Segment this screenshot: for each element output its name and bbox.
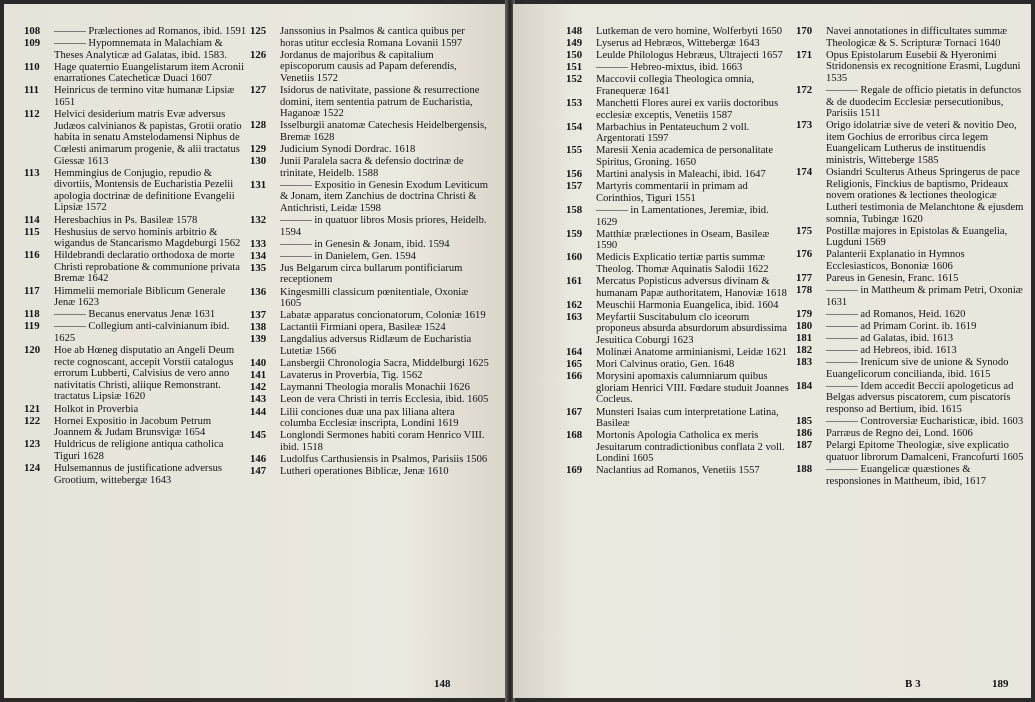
entry-text: Postillæ majores in Epistolas & Euangelia, Lugduni 1569 <box>826 225 1008 249</box>
entry-text: Marbachius in Pentateuchum 2 voll. Argentorati 1597 <box>596 121 750 145</box>
entry-number: 178 <box>796 284 813 297</box>
entry-text: Hemmingius de Conjugio, repudio & divortiis, Montensis de Eucharistia Pezelii apologia doctrinæ de definitione Evangelii Lipsiæ 1572 <box>54 167 235 214</box>
entry-number: 109 <box>24 37 41 50</box>
entry-number: 182 <box>796 344 813 357</box>
catalogue-entry <box>566 38 791 50</box>
catalogue-entry <box>566 98 791 121</box>
entry-text: Jus Belgarum circa bullarum pontificiarum receptionem <box>280 262 463 286</box>
entry-text: Himmelii memoriale Biblicum Generale Jenæ 1623 <box>54 285 226 309</box>
catalogue-entry <box>250 263 490 286</box>
catalogue-entry <box>24 345 249 403</box>
catalogue-entry <box>796 357 1024 380</box>
entry-number: 163 <box>566 310 583 323</box>
entry-text: Maresii Xenia academica de personalitate Spiritus, Groning. 1650 <box>596 145 774 169</box>
entry-text: Palanterii Explanatio in Hymnos Ecclesiasticos, Bononiæ 1606 <box>826 249 965 272</box>
catalogue-entry <box>796 26 1024 49</box>
catalogue-entry <box>24 62 249 85</box>
catalogue-entry <box>250 251 490 263</box>
entry-number: 150 <box>566 49 583 62</box>
catalogue-entry <box>566 347 791 359</box>
catalogue-entry <box>250 430 490 453</box>
catalogue-entry <box>796 321 1024 333</box>
entry-number: 144 <box>250 405 267 418</box>
entry-number: 120 <box>24 344 41 357</box>
catalogue-entry <box>796 226 1024 249</box>
entry-number: 179 <box>796 307 813 320</box>
entry-number: 185 <box>796 415 813 428</box>
entry-text: Hildebrandi declaratio orthodoxa de morte Christi reprobatione & communione privata Bremæ 1642 <box>54 250 240 285</box>
entry-number: 111 <box>24 84 40 97</box>
entry-text: Lilii conciones duæ una pax liliana altera columba Ecclesiæ inscripta, Londini 1619 <box>280 406 459 430</box>
entry-text: Isselburgii anatomæ Catechesis Heidelbergensis, Bremæ 1628 <box>280 120 487 143</box>
catalogue-entry <box>796 333 1024 345</box>
entry-number: 140 <box>250 357 267 370</box>
catalogue-entry <box>250 239 490 251</box>
catalogue-entry <box>250 466 490 478</box>
entry-text: Laymanni Theologia moralis Monachii 1626 <box>280 382 470 394</box>
catalogue-entry <box>796 309 1024 321</box>
catalogue-entry <box>566 74 791 97</box>
catalogue-entry <box>566 300 791 312</box>
entry-number: 121 <box>24 402 41 415</box>
catalogue-entry <box>24 215 249 227</box>
entry-number: 176 <box>796 248 813 261</box>
entry-text: Janssonius in Psalmos & cantica quibus per horas utitur ecclesia Romana Lovanii 1597 <box>280 26 465 49</box>
entry-number: 152 <box>566 73 583 86</box>
right-column-2 <box>796 26 1024 488</box>
catalogue-entry <box>566 312 791 347</box>
entry-number: 139 <box>250 333 267 346</box>
entry-text: ——— ad Primam Corint. ib. 1619 <box>826 320 977 332</box>
catalogue-entry <box>566 169 791 181</box>
signature-mark: B 3 <box>905 678 921 690</box>
entry-number: 119 <box>24 320 40 333</box>
catalogue-entry <box>566 205 791 228</box>
left-page <box>4 4 507 698</box>
entry-text: ——— Hypomnemata in Malachiam & Theses Analyticæ ad Galatas, ibid. 1583. <box>54 38 227 61</box>
entry-number: 168 <box>566 429 583 442</box>
catalogue-entry <box>24 227 249 250</box>
entry-number: 133 <box>250 237 267 250</box>
catalogue-entry <box>24 85 249 108</box>
catalogue-entry <box>250 85 490 120</box>
catalogue-entry <box>250 50 490 85</box>
entry-number: 148 <box>566 25 583 37</box>
catalogue-entry <box>24 463 249 486</box>
entry-number: 153 <box>566 97 583 110</box>
entry-text: Mortonis Apologia Catholica ex meris Jesuitarum contradictionibus conflata 2 voll. Londini 1605 <box>596 430 785 465</box>
entry-text: Munsteri Isaias cum interpretatione Latina, Basileæ <box>596 406 779 430</box>
entry-text: Lutheri operationes Biblicæ, Jenæ 1610 <box>280 465 449 477</box>
catalogue-entry <box>796 381 1024 416</box>
left-column-1 <box>24 26 249 487</box>
entry-text: Osiandri Sculterus Atheus Springerus de pace Religionis, Finckius de baptismo, Prideaux novem orationes & lectiones theologicæ Lutheri testimonia de Melanchtone & ejusdem somnia, Tubingæ 1620 <box>826 167 1024 225</box>
entry-text: Lyserus ad Hebræos, Wittebergæ 1643 <box>596 38 760 50</box>
entry-text: Molinæi Anatome arminianismi, Leidæ 1621 <box>596 347 787 359</box>
entry-number: 123 <box>24 438 41 451</box>
entry-text: Matthiæ prælectiones in Oseam, Basileæ 1590 <box>596 228 770 252</box>
entry-number: 126 <box>250 48 267 61</box>
entry-number: 161 <box>566 274 583 287</box>
entry-number: 186 <box>796 427 813 440</box>
catalogue-entry <box>250 287 490 310</box>
entry-number: 174 <box>796 166 813 179</box>
entry-text: Mercatus Popisticus adversus divinam & humanam Papæ authoritatem, Hanoviæ 1618 <box>596 275 787 299</box>
catalogue-entry <box>566 252 791 275</box>
entry-number: 125 <box>250 25 267 37</box>
entry-text: ——— Collegium anti-calvinianum ibid. 1625 <box>54 321 230 344</box>
entry-number: 166 <box>566 370 583 383</box>
catchword: 148 <box>434 678 451 690</box>
catalogue-entry <box>566 62 791 74</box>
catalogue-entry <box>566 145 791 168</box>
catalogue-entry <box>24 416 249 439</box>
entry-text: Longlondi Sermones habiti coram Henrico VIII. ibid. 1518 <box>280 430 485 453</box>
entry-number: 132 <box>250 214 267 226</box>
entry-number: 137 <box>250 309 267 322</box>
catalogue-entry <box>250 180 490 215</box>
entry-text: Helvici desiderium matris Evæ adversus Judæos calvinianos & papistas, Grotii oratio habita in senatu Amstelodamensi Niphus de Cœlesti animarum progenie, & alii tractatus Giessæ 1613 <box>54 109 242 167</box>
catalogue-entry <box>24 439 249 462</box>
catalogue-entry <box>250 322 490 334</box>
left-column-2 <box>250 26 490 478</box>
entry-text: Langdalius adversus Ridlæum de Eucharistia Lutetiæ 1566 <box>280 334 472 358</box>
entry-text: Meuschii Harmonia Euangelica, ibid. 1604 <box>596 299 779 311</box>
entry-number: 115 <box>24 225 40 238</box>
entry-number: 136 <box>250 285 267 298</box>
catalogue-entry <box>566 26 791 38</box>
catalogue-entry <box>24 309 249 321</box>
entry-number: 142 <box>250 381 267 394</box>
catalogue-entry <box>796 50 1024 85</box>
catalogue-entry <box>250 310 490 322</box>
catalogue-entry <box>250 215 490 238</box>
entry-text: Judicium Synodi Dordrac. 1618 <box>280 143 416 155</box>
entry-number: 116 <box>24 249 40 262</box>
entry-number: 143 <box>250 393 267 406</box>
entry-text: Hoe ab Hœneg disputatio an Angeli Deum recte cognoscant, accepit Vorstii catalogus errorum Lubberti, Calvisius de vero anno nativitatis Christi, aliique Remonstrant. tractatus Lipsiæ 1620 <box>54 345 235 403</box>
entry-number: 172 <box>796 83 813 96</box>
entry-text: Lactantii Firmiani opera, Basileæ 1524 <box>280 322 446 334</box>
catalogue-entry <box>796 273 1024 285</box>
entry-text: Lavaterus in Proverbia, Tig. 1562 <box>280 370 423 382</box>
entry-number: 114 <box>24 213 40 226</box>
entry-number: 146 <box>250 452 267 465</box>
entry-number: 129 <box>250 142 267 155</box>
entry-text: ——— Prælectiones ad Romanos, ibid. 1591 <box>54 26 247 37</box>
entry-number: 162 <box>566 298 583 311</box>
catalogue-entry <box>24 404 249 416</box>
entry-text: ——— Becanus enervatus Jenæ 1631 <box>54 309 216 321</box>
entry-number: 124 <box>24 461 41 474</box>
entry-number: 164 <box>566 346 583 359</box>
catalogue-entry <box>566 430 791 465</box>
catalogue-entry <box>24 109 249 167</box>
entry-number: 151 <box>566 61 583 74</box>
entry-text: Leulde Philologus Hebræus, Ultrajecti 1657 <box>596 50 783 62</box>
catalogue-entry <box>250 454 490 466</box>
catalogue-entry <box>566 229 791 252</box>
catalogue-entry <box>566 50 791 62</box>
catalogue-entry <box>250 394 490 406</box>
entry-text: Martini analysis in Maleachi, ibid. 1647 <box>596 169 766 181</box>
entry-text: Pareus in Genesin, Franc. 1615 <box>826 272 959 284</box>
catalogue-entry <box>250 120 490 143</box>
entry-number: 147 <box>250 464 267 477</box>
entry-number: 159 <box>566 227 583 240</box>
catalogue-entry <box>250 144 490 156</box>
entry-number: 155 <box>566 144 583 157</box>
entry-number: 110 <box>24 60 40 73</box>
catalogue-entry <box>566 359 791 371</box>
catalogue-entry <box>24 26 249 38</box>
entry-number: 188 <box>796 462 813 475</box>
entry-number: 158 <box>566 203 583 216</box>
entry-number: 170 <box>796 25 813 37</box>
entry-number: 138 <box>250 321 267 334</box>
entry-text: Pelargi Epitome Theologiæ, sive explicatio quatuor librorum Damalceni, Francofurti 1605 <box>826 440 1024 463</box>
catalogue-entry <box>250 370 490 382</box>
catalogue-entry <box>796 416 1024 428</box>
catalogue-entry <box>796 167 1024 225</box>
entry-text: Heresbachius in Ps. Basileæ 1578 <box>54 214 198 226</box>
catalogue-entry <box>566 122 791 145</box>
entry-text: ——— Controversiæ Eucharisticæ, ibid. 1603 <box>826 416 1024 428</box>
entry-text: Jordanus de majoribus & capitalium episcoporum causis ad Papam deferendis, Venetiis 1572 <box>280 49 457 84</box>
entry-number: 171 <box>796 48 813 61</box>
entry-number: 145 <box>250 429 267 442</box>
entry-text: ——— in Mattheum & primam Petri, Oxoniæ 1631 <box>826 285 1023 308</box>
catalogue-entry <box>250 407 490 430</box>
entry-number: 149 <box>566 37 583 50</box>
entry-text: ——— ad Romanos, Heid. 1620 <box>826 308 966 320</box>
catalogue-entry <box>250 26 490 49</box>
entry-text: Parræus de Regno dei, Lond. 1606 <box>826 428 973 440</box>
entry-text: Hage quaternio Euangelistarum item Acronii enarrationes Catecheticæ Duaci 1607 <box>54 61 245 85</box>
entry-text: Naclantius ad Romanos, Venetiis 1557 <box>596 465 760 477</box>
entry-number: 130 <box>250 155 267 168</box>
entry-text: ——— Expositio in Genesin Exodum Leviticum & Jonam, item Zanchius de doctrina Christi & Antichristi, Leidæ 1598 <box>280 179 489 214</box>
page-number: 189 <box>992 678 1009 690</box>
entry-number: 167 <box>566 405 583 418</box>
catalogue-entry <box>796 428 1024 440</box>
entry-text: Junii Paralela sacra & defensio doctrinæ de trinitate, Heidelb. 1588 <box>280 156 464 179</box>
entry-number: 117 <box>24 284 40 297</box>
entry-number: 134 <box>250 249 267 262</box>
catalogue-entry <box>24 286 249 309</box>
entry-text: Holkot in Proverbia <box>54 403 139 415</box>
entry-text: ——— Regale de officio pietatis in defunctos & de duodecim Ecclesiæ persecutionibus, Parisiis 1511 <box>826 84 1022 120</box>
entry-number: 118 <box>24 308 40 321</box>
entry-text: Maccovii collegia Theologica omnia, Franequeræ 1641 <box>596 74 755 97</box>
catalogue-entry <box>796 85 1024 120</box>
catalogue-entry <box>796 249 1024 272</box>
entry-number: 173 <box>796 119 813 132</box>
entry-text: ——— in Lamentationes, Jeremiæ, ibid. 1629 <box>596 204 769 228</box>
entry-number: 108 <box>24 25 41 37</box>
catalogue-entry <box>24 168 249 214</box>
catalogue-entry <box>796 285 1024 308</box>
entry-text: ——— Euangelicæ quæstiones & responsiones in Mattheum, ibid, 1617 <box>826 463 987 487</box>
entry-number: 175 <box>796 224 813 237</box>
entry-text: Lansbergii Chronologia Sacra, Middelburgi 1625 <box>280 358 489 370</box>
entry-text: Morysini apomaxis calumniarum quibus gloriam Henrici VIII. Fœdare studuit Joannes Cocleus. <box>596 371 789 406</box>
entry-text: ——— in Genesin & Jonam, ibid. 1594 <box>280 238 450 250</box>
entry-number: 157 <box>566 180 583 193</box>
entry-number: 183 <box>796 356 813 369</box>
entry-text: ——— Irenicum sive de unione & Synodo Euangelicorum concilianda, ibid. 1615 <box>826 357 1009 380</box>
right-page <box>513 4 1031 698</box>
entry-text: Hulsemannus de justificatione adversus Grootium, wittebergæ 1643 <box>54 462 222 486</box>
entry-text: Navei annotationes in difficultates summæ Theologicæ & S. Scripturæ Tornaci 1640 <box>826 26 1008 49</box>
entry-text: ——— ad Galatas, ibid. 1613 <box>826 332 954 344</box>
entry-text: Mori Calvinus oratio, Gen. 1648 <box>596 359 735 371</box>
entry-number: 113 <box>24 166 40 179</box>
entry-number: 135 <box>250 261 267 274</box>
entry-number: 160 <box>566 251 583 264</box>
catalogue-entry <box>566 407 791 430</box>
entry-text: ——— in Danielem, Gen. 1594 <box>280 250 416 262</box>
catalogue-entry <box>24 250 249 285</box>
entry-text: ——— in quatuor libros Mosis priores, Heidelb. 1594 <box>280 215 487 238</box>
entry-text: Manchetti Flores aurei ex variis doctoribus ecclesiæ exceptis, Venetiis 1587 <box>596 98 779 121</box>
entry-number: 156 <box>566 168 583 181</box>
entry-number: 165 <box>566 358 583 371</box>
catalogue-entry <box>250 334 490 357</box>
entry-number: 112 <box>24 108 40 121</box>
catalogue-entry <box>566 371 791 406</box>
entry-text: ——— Hebreo-mixtus, ibid. 1663 <box>596 62 743 74</box>
entry-number: 181 <box>796 331 813 344</box>
entry-number: 131 <box>250 178 267 191</box>
entry-text: Ludolfus Carthusiensis in Psalmos, Parisiis 1506 <box>280 453 488 465</box>
entry-number: 127 <box>250 83 267 96</box>
entry-text: Origo idolatriæ sive de veteri & novitio Deo, item Gochius de erroribus circa legem Euangelicam Lutherus de instituendis ministris, Witteberge 1585 <box>826 120 1017 167</box>
entry-number: 122 <box>24 414 41 427</box>
catalogue-entry <box>796 440 1024 463</box>
catalogue-entry <box>566 276 791 299</box>
entry-text: Labatæ apparatus concionatorum, Coloniæ 1619 <box>280 310 486 322</box>
entry-text: Martyris commentarii in primam ad Corinthios, Tiguri 1551 <box>596 181 748 204</box>
entry-text: ——— ad Hebreos, ibid. 1613 <box>826 345 957 357</box>
entry-text: Medicis Explicatio tertiæ partis summæ Theolog. Thomæ Aquinatis Salodii 1622 <box>596 252 769 275</box>
entry-number: 128 <box>250 119 267 132</box>
entry-text: Isidorus de nativitate, passione & resurrectione domini, item sententia patrum de Eucharistia, Haganoæ 1522 <box>280 84 480 120</box>
catalogue-entry <box>24 38 249 61</box>
entry-text: Opus Epistolarum Eusebii & Hyeronimi Stridonensis ex recognitione Erasmi, Lugduni 1535 <box>826 49 1021 84</box>
catalogue-entry <box>796 345 1024 357</box>
entry-number: 169 <box>566 464 583 477</box>
entry-text: Hornei Expositio in Jacobum Petrum Joannem & Judam Brunsvigæ 1654 <box>54 415 212 439</box>
entry-number: 187 <box>796 439 813 452</box>
catalogue-entry <box>250 382 490 394</box>
entry-text: Huldricus de religione antiqua catholica Tiguri 1628 <box>54 439 224 462</box>
catalogue-entry <box>250 358 490 370</box>
entry-number: 177 <box>796 271 813 284</box>
entry-text: Leon de vera Christi in terris Ecclesia, ibid. 1605 <box>280 394 489 406</box>
catalogue-entry <box>566 465 791 477</box>
entry-number: 184 <box>796 379 813 392</box>
entry-number: 141 <box>250 369 267 382</box>
catalogue-entry <box>24 321 249 344</box>
catalogue-entry <box>250 156 490 179</box>
catalogue-entry <box>796 120 1024 166</box>
entry-text: Lutkeman de vero homine, Wolferbyti 1650 <box>596 26 783 37</box>
entry-number: 180 <box>796 319 813 332</box>
entry-text: Heinricus de termino vitæ humanæ Lipsiæ 1651 <box>54 85 235 109</box>
catalogue-entry <box>566 181 791 204</box>
right-column-1 <box>566 26 791 478</box>
entry-text: Kingesmilli classicum pœnitentiale, Oxoniæ 1605 <box>280 286 469 310</box>
entry-text: Meyfartii Suscitabulum clo iceorum proponeus absurda absurdorum absurdissima Jesuitica Coburgi 1623 <box>596 311 787 346</box>
catalogue-entry <box>796 464 1024 487</box>
entry-text: ——— Idem accedit Beccii apologeticus ad Belgas adversus piscatorem, cum piscatoris responso ad Bertium, ibid. 1615 <box>826 380 1014 415</box>
entry-text: Heshusius de servo hominis arbitrio & wigandus de Stancarismo Magdeburgi 1562 <box>54 226 241 250</box>
entry-number: 154 <box>566 120 583 133</box>
